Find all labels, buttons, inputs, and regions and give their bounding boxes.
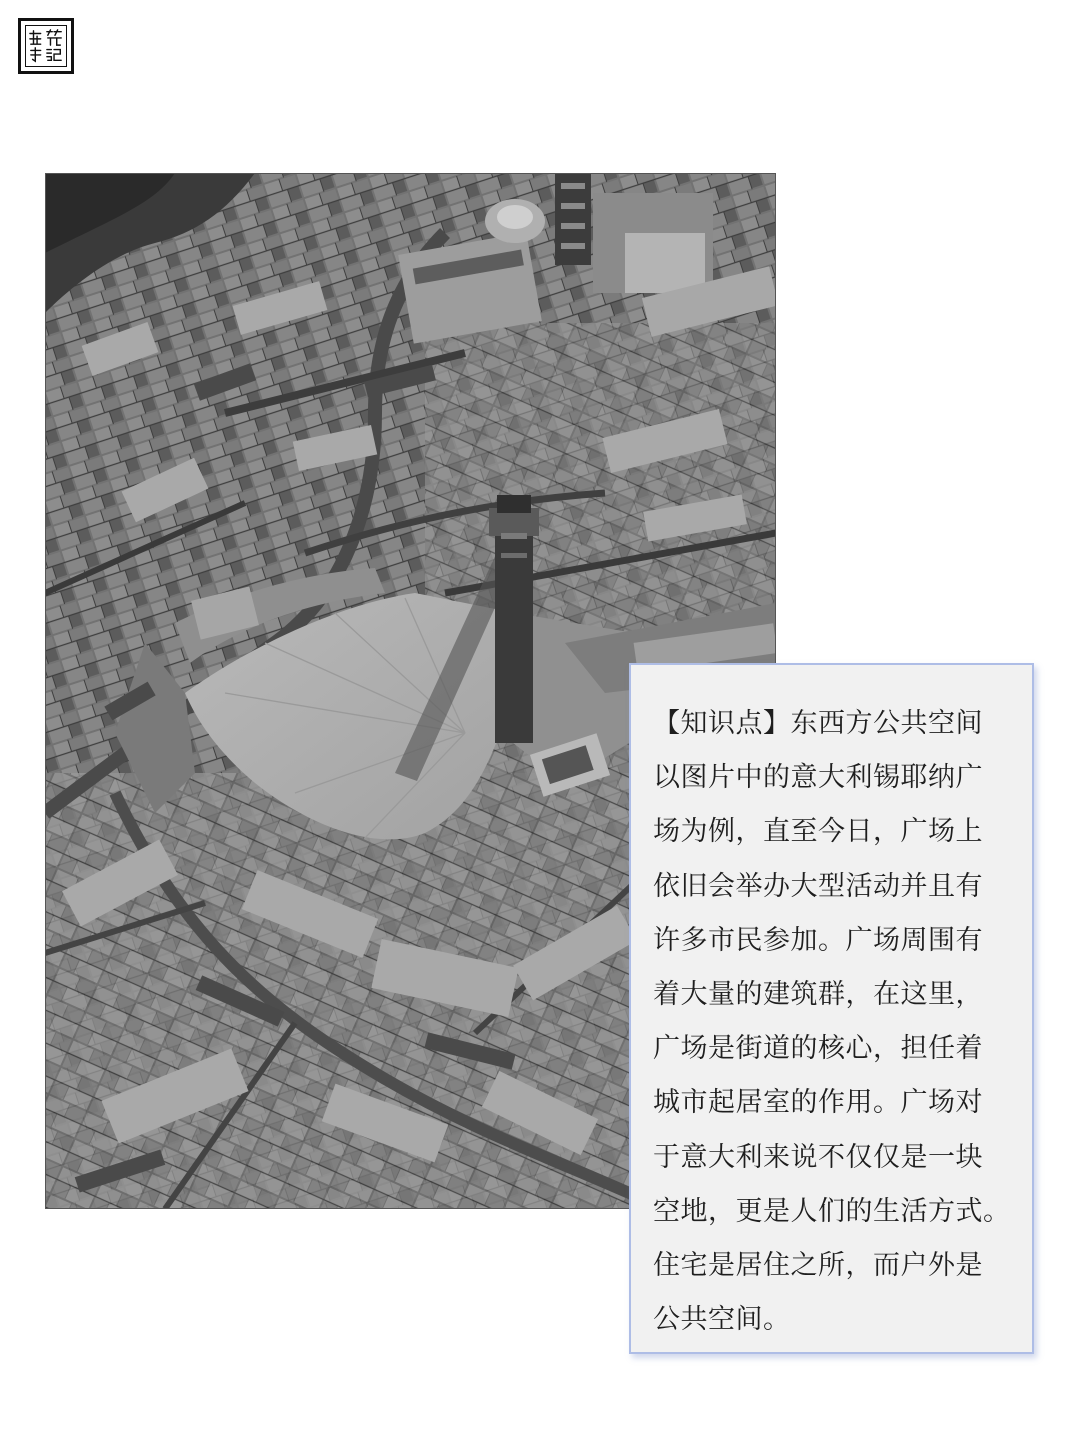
knowledge-card	[629, 663, 1034, 1354]
seal-glyphs	[21, 21, 71, 71]
knowledge-card-text: 【知识点】东西方公共空间 以图片中的意大利锡耶纳广 场为例，直至今日，广场上 依旧会举办大型活动并且有 许多市民参加。广场周围有 着大量的建筑群，在这里， 广场是街道的核心，担任着 城市起居室的作用。广场对 于意大利来说不仅仅是一块 空地，更是人们的生活方式。 住宅是居住之所，而户外是 公共空间。	[653, 708, 1011, 1336]
seal-logo	[18, 18, 74, 74]
